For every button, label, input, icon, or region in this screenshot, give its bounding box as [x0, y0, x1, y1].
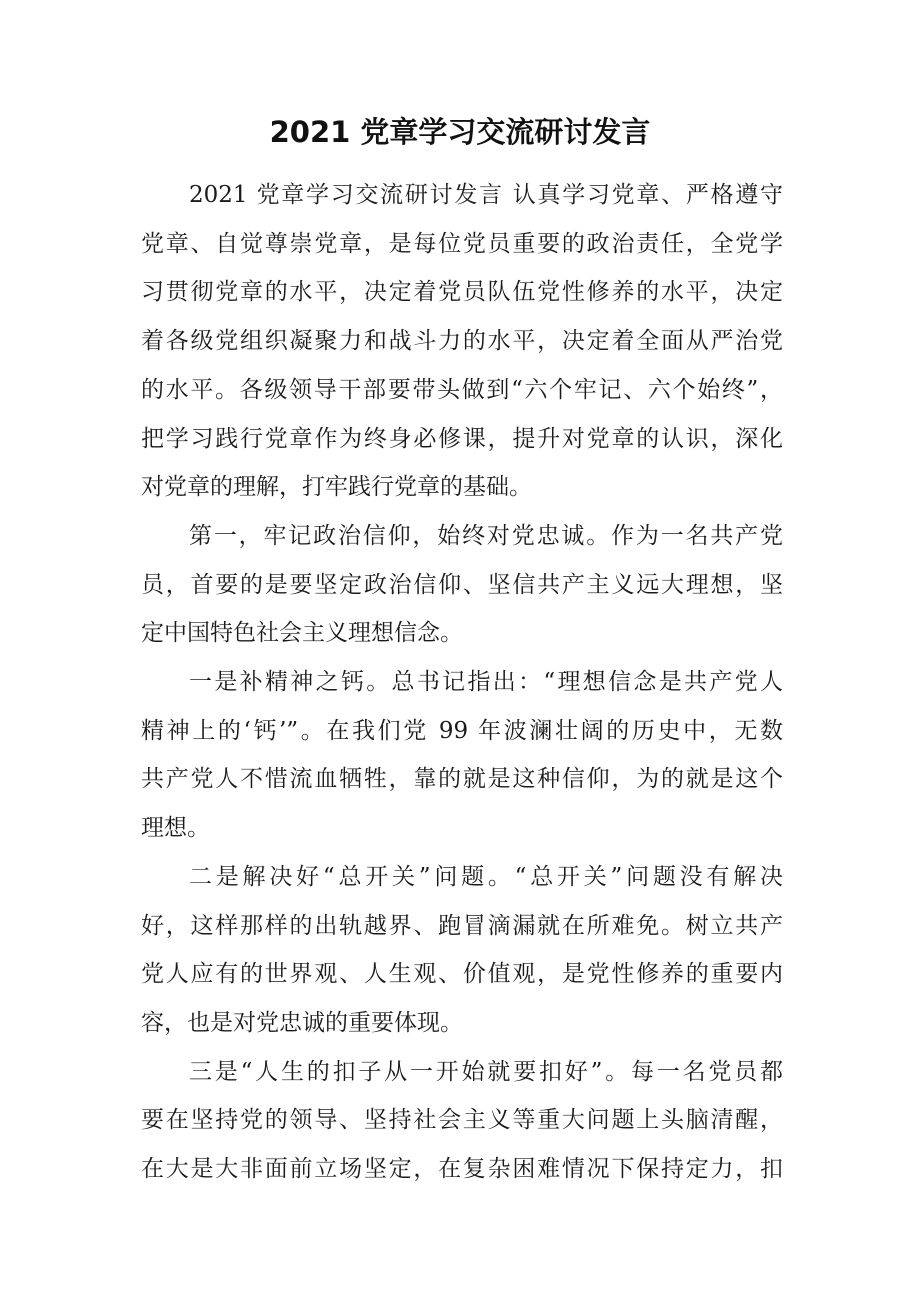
- text-line: 2021 党章学习交流研讨发言 认真学习党章、严格遵守: [189, 182, 783, 208]
- text-line: 容，也是对党忠诚的重要体现。: [141, 1009, 463, 1036]
- text-line: 精神上的‘钙’”。在我们党 99 年波澜壮阔的历史中，无数: [141, 717, 783, 744]
- text-line: 理想。: [141, 815, 210, 842]
- text-line: 三是“人生的扣子从一开始就要扣好”。每一名党员都: [189, 1058, 783, 1085]
- text-line: 在大是大非面前立场坚定，在复杂困难情况下保持定力，扣: [141, 1156, 783, 1183]
- text-line: 一是补精神之钙。总书记指出：“理想信念是共产党人: [189, 669, 783, 696]
- document-title: 2021 党章学习交流研讨发言: [269, 115, 651, 149]
- text-line: 习贯彻党章的水平，决定着党员队伍党性修养的水平，决定: [141, 279, 783, 306]
- text-line: 把学习践行党章作为终身必修课，提升对党章的认识，深化: [141, 425, 783, 452]
- text-line: 对党章的理解，打牢践行党章的基础。: [141, 474, 532, 501]
- text-line: 共产党人不惜流血牺牲，靠的就是这种信仰，为的就是这个: [141, 766, 783, 793]
- paragraph-first-point: [141, 512, 783, 658]
- text-line: 着各级党组织凝聚力和战斗力的水平，决定着全面从严治党: [141, 328, 783, 355]
- text-line: 要在坚持党的领导、坚持社会主义等重大问题上头脑清醒，: [141, 1107, 783, 1134]
- text-line: 好，这样那样的出轨越界、跑冒滴漏就在所难免。树立共产: [141, 912, 783, 939]
- text-line: 定中国特色社会主义理想信念。: [141, 620, 463, 647]
- document-body: [141, 171, 783, 1194]
- text-line: 党人应有的世界观、人生观、价值观，是党性修养的重要内: [141, 961, 783, 988]
- paragraph-spiritual-calcium: [141, 658, 783, 853]
- text-line: 的水平。各级领导干部要带头做到“六个牢记、六个始终”，: [141, 376, 783, 403]
- text-line: 党章、自觉尊崇党章，是每位党员重要的政治责任，全党学: [141, 230, 783, 257]
- paragraph-intro: [141, 171, 783, 512]
- paragraph-master-switch: [141, 853, 783, 1048]
- text-line: 二是解决好“总开关”问题。“总开关”问题没有解决: [189, 863, 783, 890]
- paragraph-first-button: [141, 1048, 783, 1194]
- text-line: 员，首要的是要坚定政治信仰、坚信共产主义远大理想，坚: [141, 571, 783, 598]
- text-line: 第一，牢记政治信仰，始终对党忠诚。作为一名共产党: [189, 522, 783, 549]
